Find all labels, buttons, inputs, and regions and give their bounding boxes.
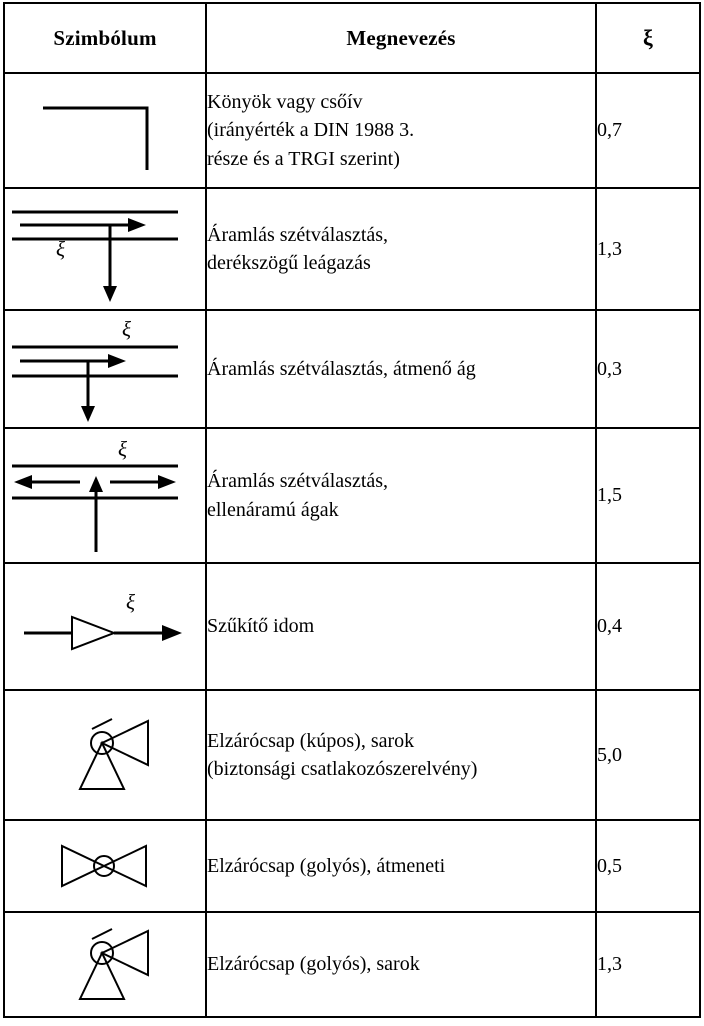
zeta-cell: 1,3 [596,188,700,310]
symbol-cell [4,73,206,188]
table-row [4,73,700,188]
document-sheet [0,2,704,1026]
flow-split-counterflow-symbol [10,436,200,556]
table-row [4,563,700,690]
zeta-cell: 0,3 [596,310,700,428]
symbol-cell [4,820,206,912]
symbol-cell [4,690,206,820]
header-zeta: ξ [596,3,700,73]
symbol-cell [4,310,206,428]
name-line: (biztonsági csatlakozószerelvény) [207,758,478,780]
table-row [4,310,700,428]
svg-text:ξ: ξ [126,589,135,614]
table-row [4,912,700,1017]
header-symbol: Szimbólum [4,3,206,73]
reducer-symbol [10,587,200,667]
table-header [4,3,700,73]
name-cell [206,820,596,912]
name-line: Áramlás szétválasztás, [207,223,389,246]
name-line: része és a TRGI szerint) [207,147,400,170]
zeta-cell: 5,0 [596,690,700,820]
symbol-cell [4,188,206,310]
symbol-cell [4,912,206,1017]
name-line: Könyök vagy csőív [207,90,363,113]
flow-split-right-angle-symbol [10,194,200,304]
name-cell [206,310,596,428]
cone-stopcock-corner-symbol [30,709,180,801]
table-row [4,690,700,820]
svg-text:ξ: ξ [56,237,65,261]
svg-text:ξ: ξ [122,317,131,341]
name-line: (irányérték a DIN 1988 3. [207,119,415,142]
name-line: ellenáramú ágak [207,498,339,521]
symbol-cell [4,563,206,690]
zeta-cell: 0,7 [596,73,700,188]
name-line: Szűkítő idom [207,615,315,638]
name-line: derékszögű leágazás [207,252,371,274]
symbol-cell [4,428,206,563]
table-body [4,73,700,1017]
name-cell [206,563,596,690]
elbow-symbol [25,86,185,176]
zeta-cell: 1,3 [596,912,700,1017]
flow-split-through-branch-symbol [10,314,200,424]
ball-valve-corner-symbol [30,919,180,1011]
name-cell [206,73,596,188]
zeta-cell: 0,4 [596,563,700,690]
name-line: Elzárócsap (golyós), sarok [207,953,420,976]
resistance-coefficients-table [3,2,701,1018]
header-row [4,3,700,73]
ball-valve-straight-symbol [30,838,180,894]
zeta-cell: 0,5 [596,820,700,912]
name-line: Elzárócsap (golyós), átmeneti [207,854,446,877]
name-cell [206,188,596,310]
zeta-cell: 1,5 [596,428,700,563]
name-line: Áramlás szétválasztás, [207,470,389,493]
table-row [4,188,700,310]
name-cell [206,690,596,820]
name-line: Elzárócsap (kúpos), sarok [207,729,415,752]
name-line: Áramlás szétválasztás, átmenő ág [207,357,476,380]
table-row [4,820,700,912]
name-cell [206,912,596,1017]
header-name: Megnevezés [206,3,596,73]
name-cell [206,428,596,563]
svg-text:ξ: ξ [118,436,127,461]
table-row [4,428,700,563]
